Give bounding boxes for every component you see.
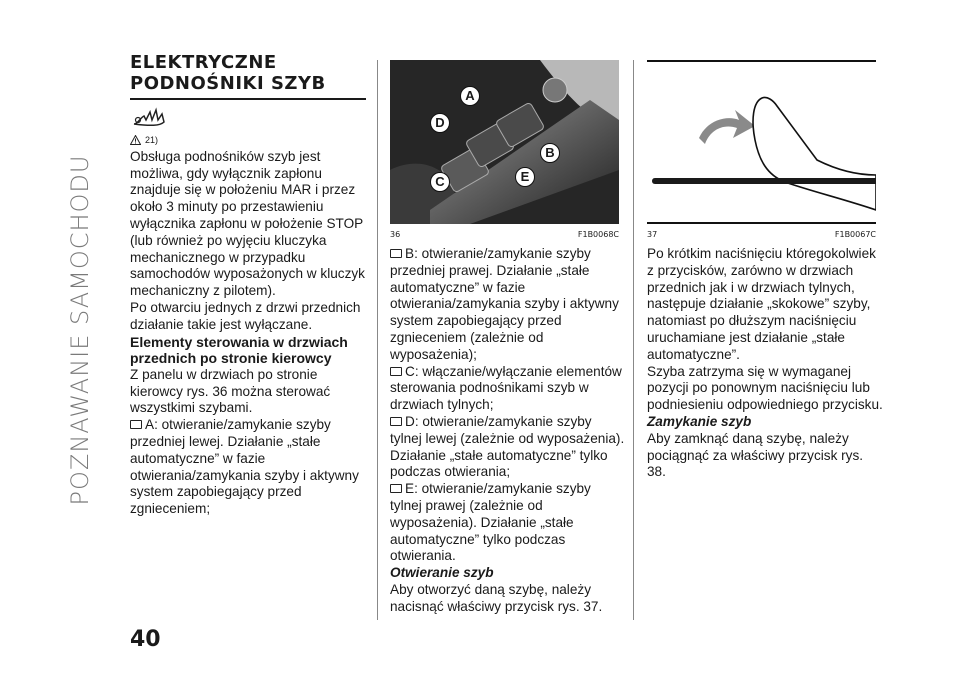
bullet-icon	[390, 367, 402, 376]
paragraph-3: Z panelu w drzwiach po stronie kierowcy rys. 36 można sterować wszystkimi szybami.	[130, 366, 331, 416]
warning-row	[130, 132, 366, 149]
figure-36	[390, 60, 619, 224]
callout-label-c: C	[430, 172, 450, 192]
press-button-illustration	[647, 60, 876, 224]
title-line-1: ELEKTRYCZNE	[130, 52, 277, 73]
list-item-d: D: otwieranie/zamykanie szyby tylnej lewej (zależnie od wyposażenia). Działanie „stałe automatyczne” tylko podczas otwierania;	[390, 413, 625, 480]
paragraph-3: Aby zamknąć daną szybę, należy pociągnąć za właściwy przycisk rys. 38.	[647, 430, 864, 480]
warning-ref: 21)	[145, 135, 159, 145]
paragraph-1: Obsługa podnośników szyb jest możliwa, gdy wyłącznik zapłonu znajduje się w położeniu MAR i przez około 3 minuty po przestawieniu wyłącznika zapłonu w położenie STOP (lub również po wyjęciu kluczyka mechanicznego w przypadku samochodów wyposażonych w kluczyk mechaniczny z pilotem).	[130, 148, 365, 299]
column-divider-2	[633, 60, 634, 620]
warning-icon	[130, 135, 141, 145]
subheading-driver-controls: Elementy sterowania w drzwiach przednich po stronie kierowcy	[130, 333, 348, 367]
subheading-closing: Zamykanie szyb	[647, 413, 752, 429]
paragraph-2: Szyba zatrzyma się w wymaganej pozycji po ponownym naciśnięciu lub podniesieniu odpowiedniego przycisku.	[647, 363, 883, 413]
bullet-icon	[390, 484, 402, 493]
list-item-b: B: otwieranie/zamykanie szyby przedniej prawej. Działanie „stałe automatyczne” w fazie otwierania/zamykania szyby i aktywny system zapobiegający przed zgnieceniem (zależnie od wyposażenia);	[390, 246, 619, 362]
list-item-a: A: otwieranie/zamykanie szyby przedniej lewej. Działanie „stałe automatyczne” w fazie otwierania/zamykania szyby i aktywny system zapobiegający przed zgnieceniem;	[130, 417, 359, 517]
bullet-icon	[390, 249, 402, 258]
figure-37	[647, 60, 876, 224]
column-2	[390, 60, 626, 616]
list-item-e: E: otwieranie/zamykanie szyby tylnej prawej (zależnie od wyposażenia). Działanie „stałe automatyczne” tylko podczas otwierania.	[390, 481, 591, 564]
section-tab: POZNAWANIE SAMOCHODU	[66, 154, 94, 506]
page-number: 40	[130, 627, 161, 652]
bullet-icon	[390, 417, 402, 426]
callout-label-a: A	[460, 86, 480, 106]
key-hand-icon	[130, 106, 366, 130]
figure-code: F1B0068C	[577, 230, 619, 239]
column-3	[647, 60, 883, 481]
figure-code: F1B0067C	[834, 230, 876, 239]
callout-label-b: B	[540, 143, 560, 163]
callout-label-e: E	[515, 167, 535, 187]
column-1	[130, 52, 366, 518]
paragraph-opening: Aby otworzyć daną szybę, należy nacisnąć właściwy przycisk rys. 37.	[390, 581, 603, 614]
page-title	[130, 52, 366, 94]
figure-number: 36	[390, 230, 401, 239]
bullet-icon	[130, 420, 142, 429]
list-item-c: C: włączanie/wyłączanie elementów sterowania podnośnikami szyb w drzwiach tylnych;	[390, 363, 622, 413]
title-rule	[130, 98, 366, 100]
arrow-down-icon	[699, 110, 755, 144]
paragraph-1: Po krótkim naciśnięciu któregokolwiek z przycisków, zarówno w drzwiach przednich jak i w drzwiach tylnych, następuje działanie „skokowe” szyby, natomiast po dłuższym naciśnięciu uruchamiane jest działanie „stałe automatyczne”.	[647, 246, 876, 362]
column-divider-1	[377, 60, 378, 620]
title-line-2: PODNOŚNIKI SZYB	[130, 73, 326, 94]
subheading-opening: Otwieranie szyb	[390, 565, 494, 581]
figure-number: 37	[647, 230, 658, 239]
door-panel-illustration	[390, 60, 619, 224]
callout-label-d: D	[430, 113, 450, 133]
paragraph-2: Po otwarciu jednych z drzwi przednich działanie takie jest wyłączane.	[130, 299, 361, 332]
